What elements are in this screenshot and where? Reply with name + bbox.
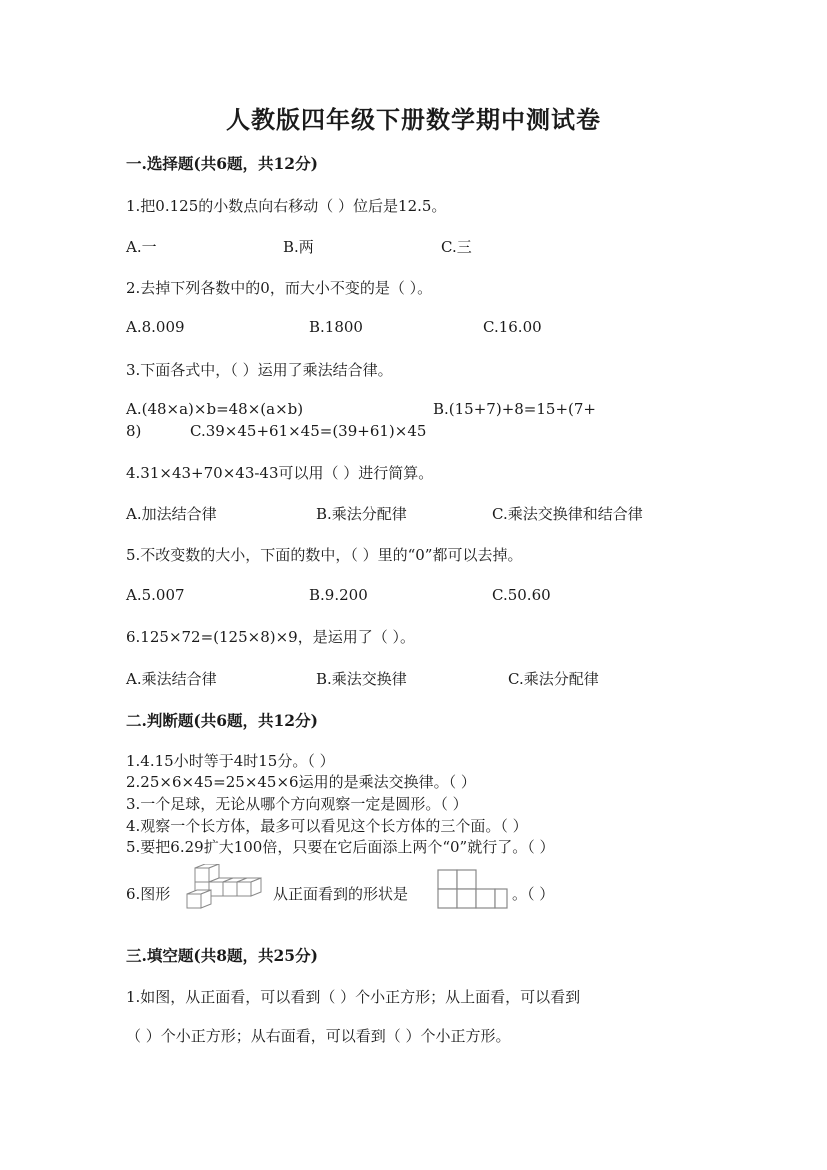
question-text: 5.不改变数的大小，下面的数中，（ ）里的“0”都可以去掉。 bbox=[126, 546, 523, 564]
option-c: C.乘法交换律和结合律 bbox=[492, 505, 643, 523]
fill-question-line: 1.如图，从正面看，可以看到（ ）个小正方形；从上面看，可以看到 bbox=[126, 988, 581, 1006]
option-a: A.加法结合律 bbox=[126, 505, 217, 523]
option-c: C.39×45+61×45=(39+61)×45 bbox=[190, 422, 427, 440]
option-a: A.乘法结合律 bbox=[126, 670, 217, 688]
cube-stack-figure bbox=[183, 864, 267, 914]
option-b: B.9.200 bbox=[309, 586, 368, 604]
question-text: 3.下面各式中，（ ）运用了乘法结合律。 bbox=[126, 361, 393, 379]
page-title: 人教版四年级下册数学期中测试卷 bbox=[226, 105, 601, 134]
question-text: 1.把0.125的小数点向右移动（ ）位后是12.5。 bbox=[126, 197, 447, 215]
option-a: A.(48×a)×b=48×(a×b) bbox=[126, 400, 304, 418]
section-heading-choice: 一.选择题(共6题，共12分) bbox=[126, 154, 318, 173]
section-heading-judge: 二.判断题(共6题，共12分) bbox=[126, 711, 318, 730]
judge-item: 4.观察一个长方体，最多可以看见这个长方体的三个面。（ ） bbox=[126, 817, 528, 835]
option-a: A.一 bbox=[126, 238, 157, 256]
question-text: 2.去掉下列各数中的0，而大小不变的是（ ）。 bbox=[126, 279, 433, 297]
option-b: B.1800 bbox=[309, 318, 363, 336]
judge-item-6-suffix: 。（ ） bbox=[512, 885, 555, 903]
option-b: B.两 bbox=[283, 238, 314, 256]
judge-item: 1.4.15小时等于4时15分。（ ） bbox=[126, 752, 335, 770]
section-heading-fill: 三.填空题(共8题，共25分) bbox=[126, 946, 318, 965]
question-text: 4.31×43+70×43-43可以用（ ）进行简算。 bbox=[126, 464, 434, 482]
judge-item: 5.要把6.29扩大100倍，只要在它后面添上两个“0”就行了。（ ） bbox=[126, 838, 555, 856]
option-b: B.乘法交换律 bbox=[316, 670, 407, 688]
option-c: C.16.00 bbox=[483, 318, 542, 336]
judge-item-6-prefix: 6.图形 bbox=[126, 885, 171, 903]
option-c: C.三 bbox=[441, 238, 472, 256]
option-b: B.(15+7)+8=15+(7+ bbox=[433, 400, 596, 418]
judge-item-6-middle: 从正面看到的形状是 bbox=[273, 885, 409, 903]
fill-question-line: （ ）个小正方形；从右面看，可以看到（ ）个小正方形。 bbox=[126, 1027, 511, 1045]
question-text: 6.125×72=(125×8)×9，是运用了（ ）。 bbox=[126, 628, 415, 646]
option-c: C.50.60 bbox=[492, 586, 551, 604]
option-a: A.8.009 bbox=[126, 318, 185, 336]
option-a: A.5.007 bbox=[126, 586, 185, 604]
option-c: C.乘法分配律 bbox=[508, 670, 599, 688]
option-b: B.乘法分配律 bbox=[316, 505, 407, 523]
front-view-figure bbox=[430, 868, 508, 912]
option-b-continued: 8) bbox=[126, 422, 142, 440]
judge-item: 2.25×6×45=25×45×6运用的是乘法交换律。（ ） bbox=[126, 773, 476, 791]
judge-item: 3.一个足球，无论从哪个方向观察一定是圆形。（ ） bbox=[126, 795, 468, 813]
